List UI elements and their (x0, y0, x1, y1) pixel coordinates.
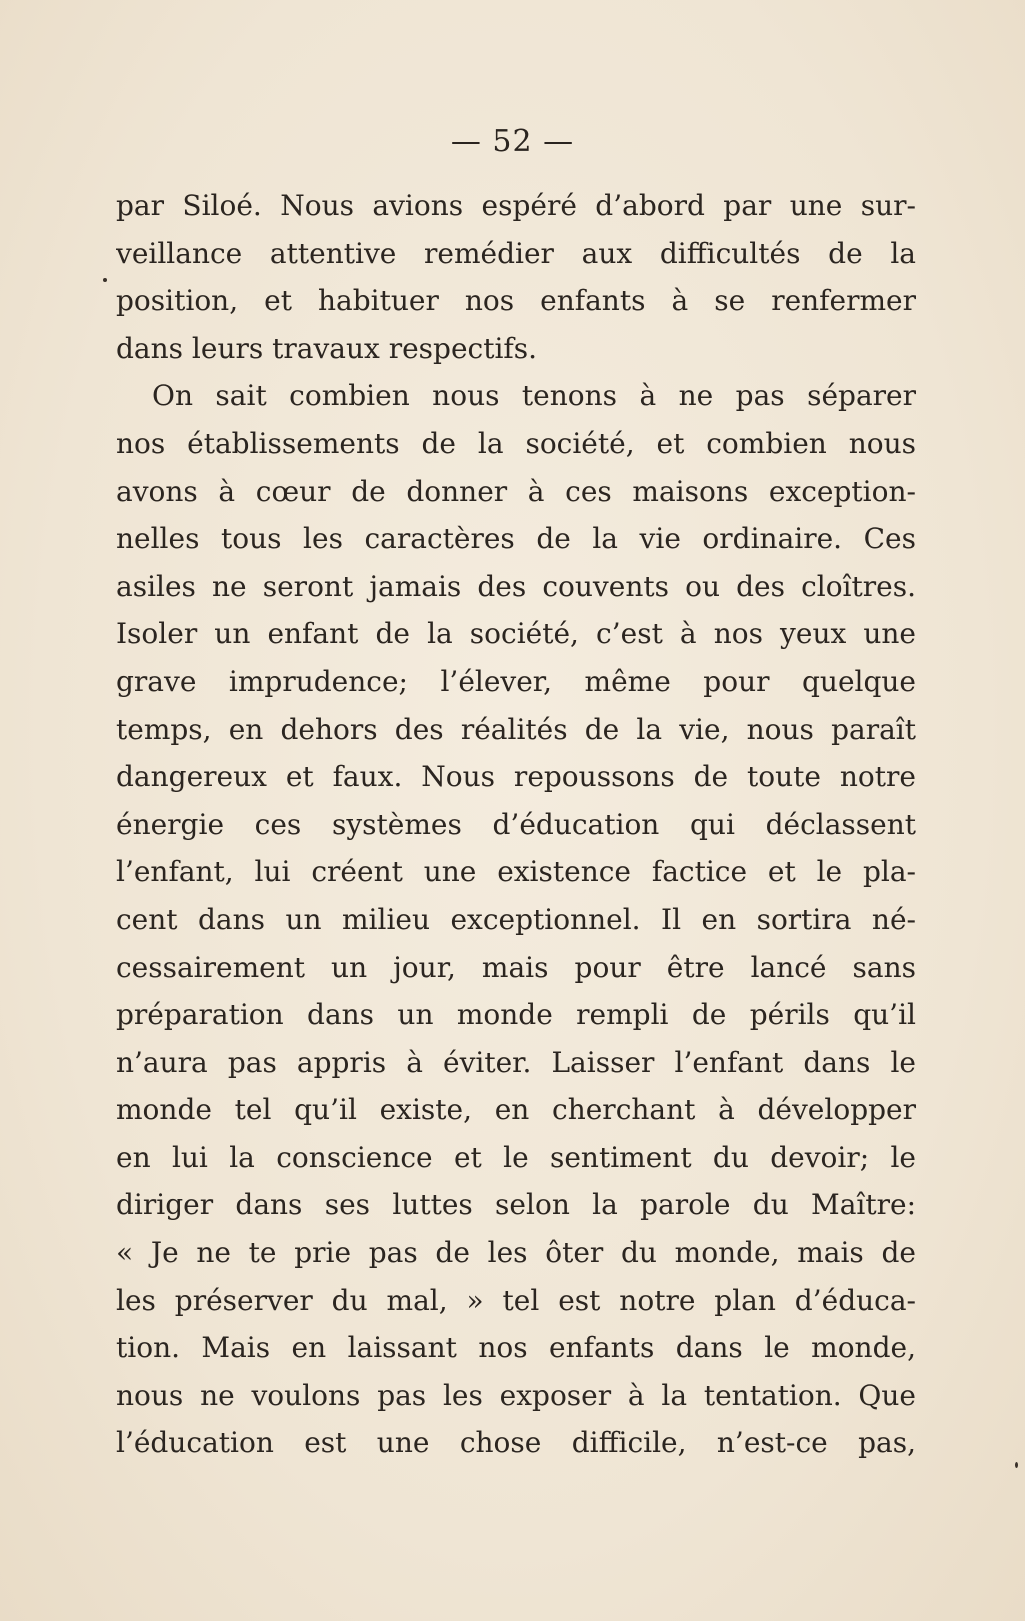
text-line: monde tel qu’il existe, en cherchant à développer (116, 1093, 916, 1127)
text-line: asiles ne seront jamais des couvents ou des cloîtres. (116, 569, 916, 603)
text-line: préparation dans un monde rempli de périls qu’il (116, 998, 916, 1032)
page-number: — 52 — (450, 124, 575, 159)
body-text (116, 182, 916, 1467)
text-line: grave imprudence; l’élever, même pour quelque (116, 664, 916, 698)
text-line: nelles tous les caractères de la vie ordinaire. Ces (116, 522, 916, 556)
text-line: nous ne voulons pas les exposer à la tentation. Que (116, 1378, 916, 1412)
text-line: dangereux et faux. Nous repoussons de toute notre (116, 760, 916, 794)
text-line: temps, en dehors des réalités de la vie, nous paraît (116, 712, 916, 746)
text-line: veillance attentive remédier aux difficultés de la (116, 236, 916, 270)
text-line: par Siloé. Nous avions espéré d’abord par une sur- (116, 189, 916, 222)
text-line: les préserver du mal, » tel est notre plan d’éduca- (116, 1283, 916, 1317)
text-line: l’éducation est une chose difficile, n’est-ce pas, (116, 1426, 916, 1460)
text-line: dans leurs travaux respectifs. (116, 331, 538, 365)
ink-speck (1015, 1462, 1018, 1468)
text-line: cessairement un jour, mais pour être lancé sans (116, 950, 916, 984)
text-line: l’enfant, lui créent une existence factice et le pla- (116, 855, 916, 889)
ink-speck (103, 278, 107, 282)
text-line: On sait combien nous tenons à ne pas séparer (152, 379, 916, 413)
text-line: avons à cœur de donner à ces maisons exception- (116, 474, 916, 508)
text-line: tion. Mais en laissant nos enfants dans le monde, (116, 1331, 916, 1365)
text-line: n’aura pas appris à éviter. Laisser l’enfant dans le (116, 1045, 916, 1079)
text-line: « Je ne te prie pas de les ôter du monde, mais de (116, 1236, 916, 1270)
text-line: diriger dans ses luttes selon la parole du Maître: (116, 1188, 916, 1222)
text-line: cent dans un milieu exceptionnel. Il en sortira né- (116, 902, 916, 936)
text-line: Isoler un enfant de la société, c’est à nos yeux une (116, 617, 916, 651)
text-line: position, et habituer nos enfants à se renfermer (116, 284, 916, 318)
text-line: nos établissements de la société, et combien nous (116, 426, 916, 460)
text-line: en lui la conscience et le sentiment du devoir; le (116, 1140, 916, 1174)
text-line: énergie ces systèmes d’éducation qui déclassent (116, 807, 916, 841)
